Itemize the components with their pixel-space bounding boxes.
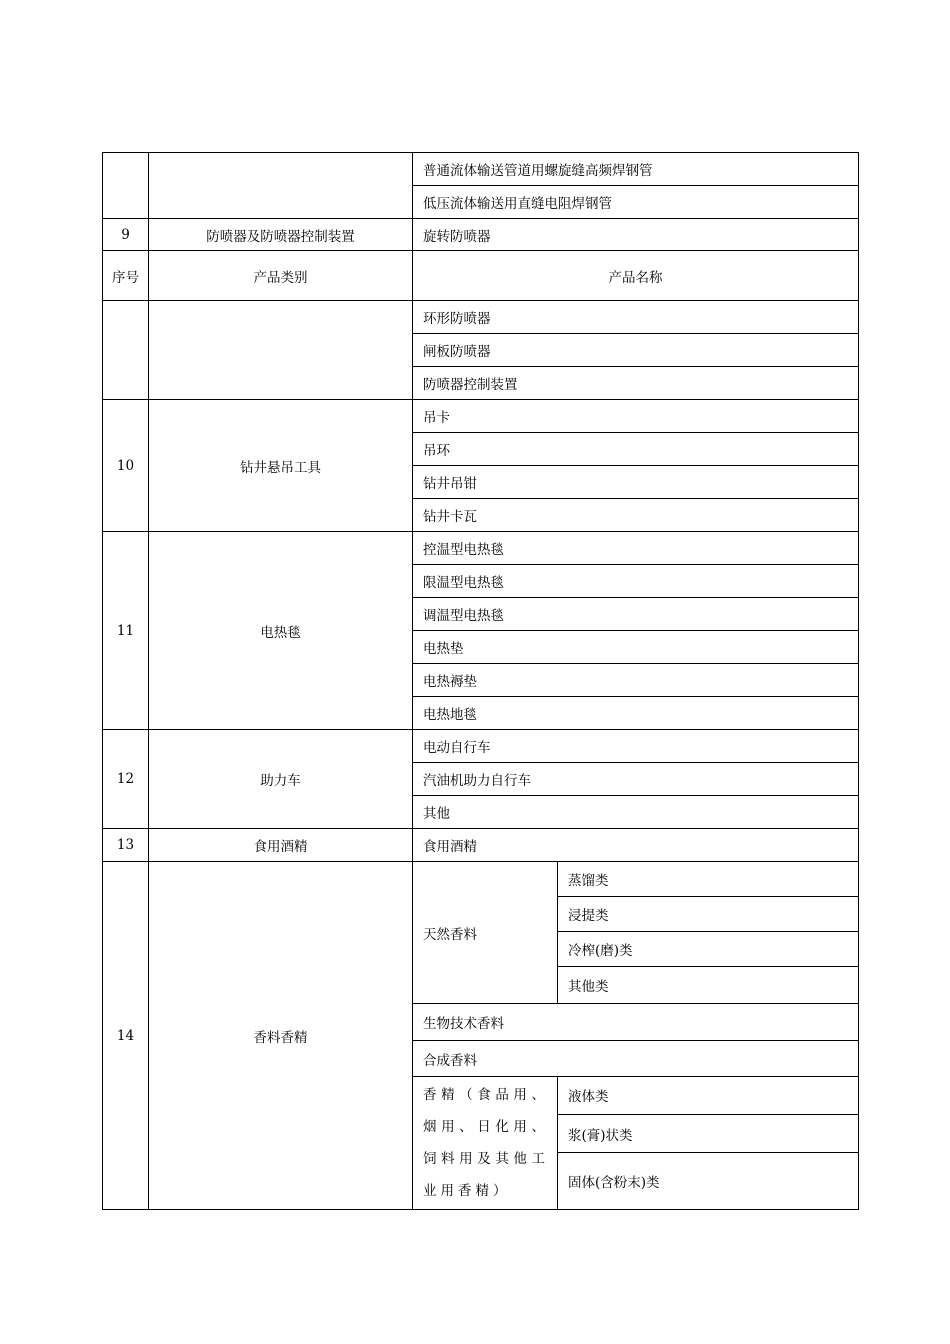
product-cell: 浸提类 — [558, 897, 859, 932]
num-cell: 10 — [103, 400, 149, 532]
product-cell: 吊环 — [413, 433, 859, 466]
num-cell: 14 — [103, 862, 149, 1210]
product-cell: 浆(膏)状类 — [558, 1114, 859, 1153]
product-cell: 普通流体输送管道用螺旋缝高频焊钢管 — [413, 153, 859, 186]
num-cell: 13 — [103, 829, 149, 862]
table-row — [103, 730, 859, 763]
product-cell: 食用酒精 — [413, 829, 859, 862]
product-cell: 钻井卡瓦 — [413, 499, 859, 532]
product-cell: 电热褥垫 — [413, 664, 859, 697]
num-cell — [103, 153, 149, 219]
product-cell: 蒸馏类 — [558, 862, 859, 897]
product-cell: 钻井吊钳 — [413, 466, 859, 499]
table-row — [103, 862, 859, 897]
category-cell: 助力车 — [149, 730, 413, 829]
num-cell — [103, 301, 149, 400]
header-num: 序号 — [103, 251, 149, 301]
product-cell: 防喷器控制装置 — [413, 367, 859, 400]
category-cell: 防喷器及防喷器控制装置 — [149, 219, 413, 251]
product-cell: 限温型电热毯 — [413, 565, 859, 598]
table-row — [103, 400, 859, 433]
num-cell: 12 — [103, 730, 149, 829]
category-cell: 钻井悬吊工具 — [149, 400, 413, 532]
product-cell: 电动自行车 — [413, 730, 859, 763]
num-cell: 11 — [103, 532, 149, 730]
header-row — [103, 251, 859, 301]
category-cell: 食用酒精 — [149, 829, 413, 862]
header-category: 产品类别 — [149, 251, 413, 301]
product-cell: 汽油机助力自行车 — [413, 763, 859, 796]
category-cell: 电热毯 — [149, 532, 413, 730]
header-name: 产品名称 — [413, 251, 859, 301]
product-cell: 冷榨(磨)类 — [558, 932, 859, 967]
product-cell: 环形防喷器 — [413, 301, 859, 334]
category-cell — [149, 153, 413, 219]
table-row — [103, 219, 859, 251]
category-cell — [149, 301, 413, 400]
product-cell: 液体类 — [558, 1077, 859, 1115]
table-row — [103, 153, 859, 186]
product-cell: 合成香料 — [413, 1041, 859, 1077]
product-cell: 控温型电热毯 — [413, 532, 859, 565]
product-cell: 生物技术香料 — [413, 1004, 859, 1041]
product-table — [102, 152, 859, 1210]
subcategory-cell: 天然香料 — [413, 862, 558, 1004]
product-cell: 电热地毯 — [413, 697, 859, 730]
num-cell: 9 — [103, 219, 149, 251]
product-cell: 电热垫 — [413, 631, 859, 664]
table-row — [103, 532, 859, 565]
product-cell: 吊卡 — [413, 400, 859, 433]
product-cell: 低压流体输送用直缝电阻焊钢管 — [413, 186, 859, 219]
product-cell: 调温型电热毯 — [413, 598, 859, 631]
table-row — [103, 829, 859, 862]
product-cell: 其他类 — [558, 967, 859, 1004]
product-cell: 固体(含粉末)类 — [558, 1153, 859, 1210]
table-row — [103, 301, 859, 334]
product-cell: 闸板防喷器 — [413, 334, 859, 367]
product-cell: 其他 — [413, 796, 859, 829]
subcategory-cell: 香精（食品用、烟用、日化用、饲料用及其他工业用香精） — [413, 1077, 558, 1210]
category-cell: 香料香精 — [149, 862, 413, 1210]
product-cell: 旋转防喷器 — [413, 219, 859, 251]
